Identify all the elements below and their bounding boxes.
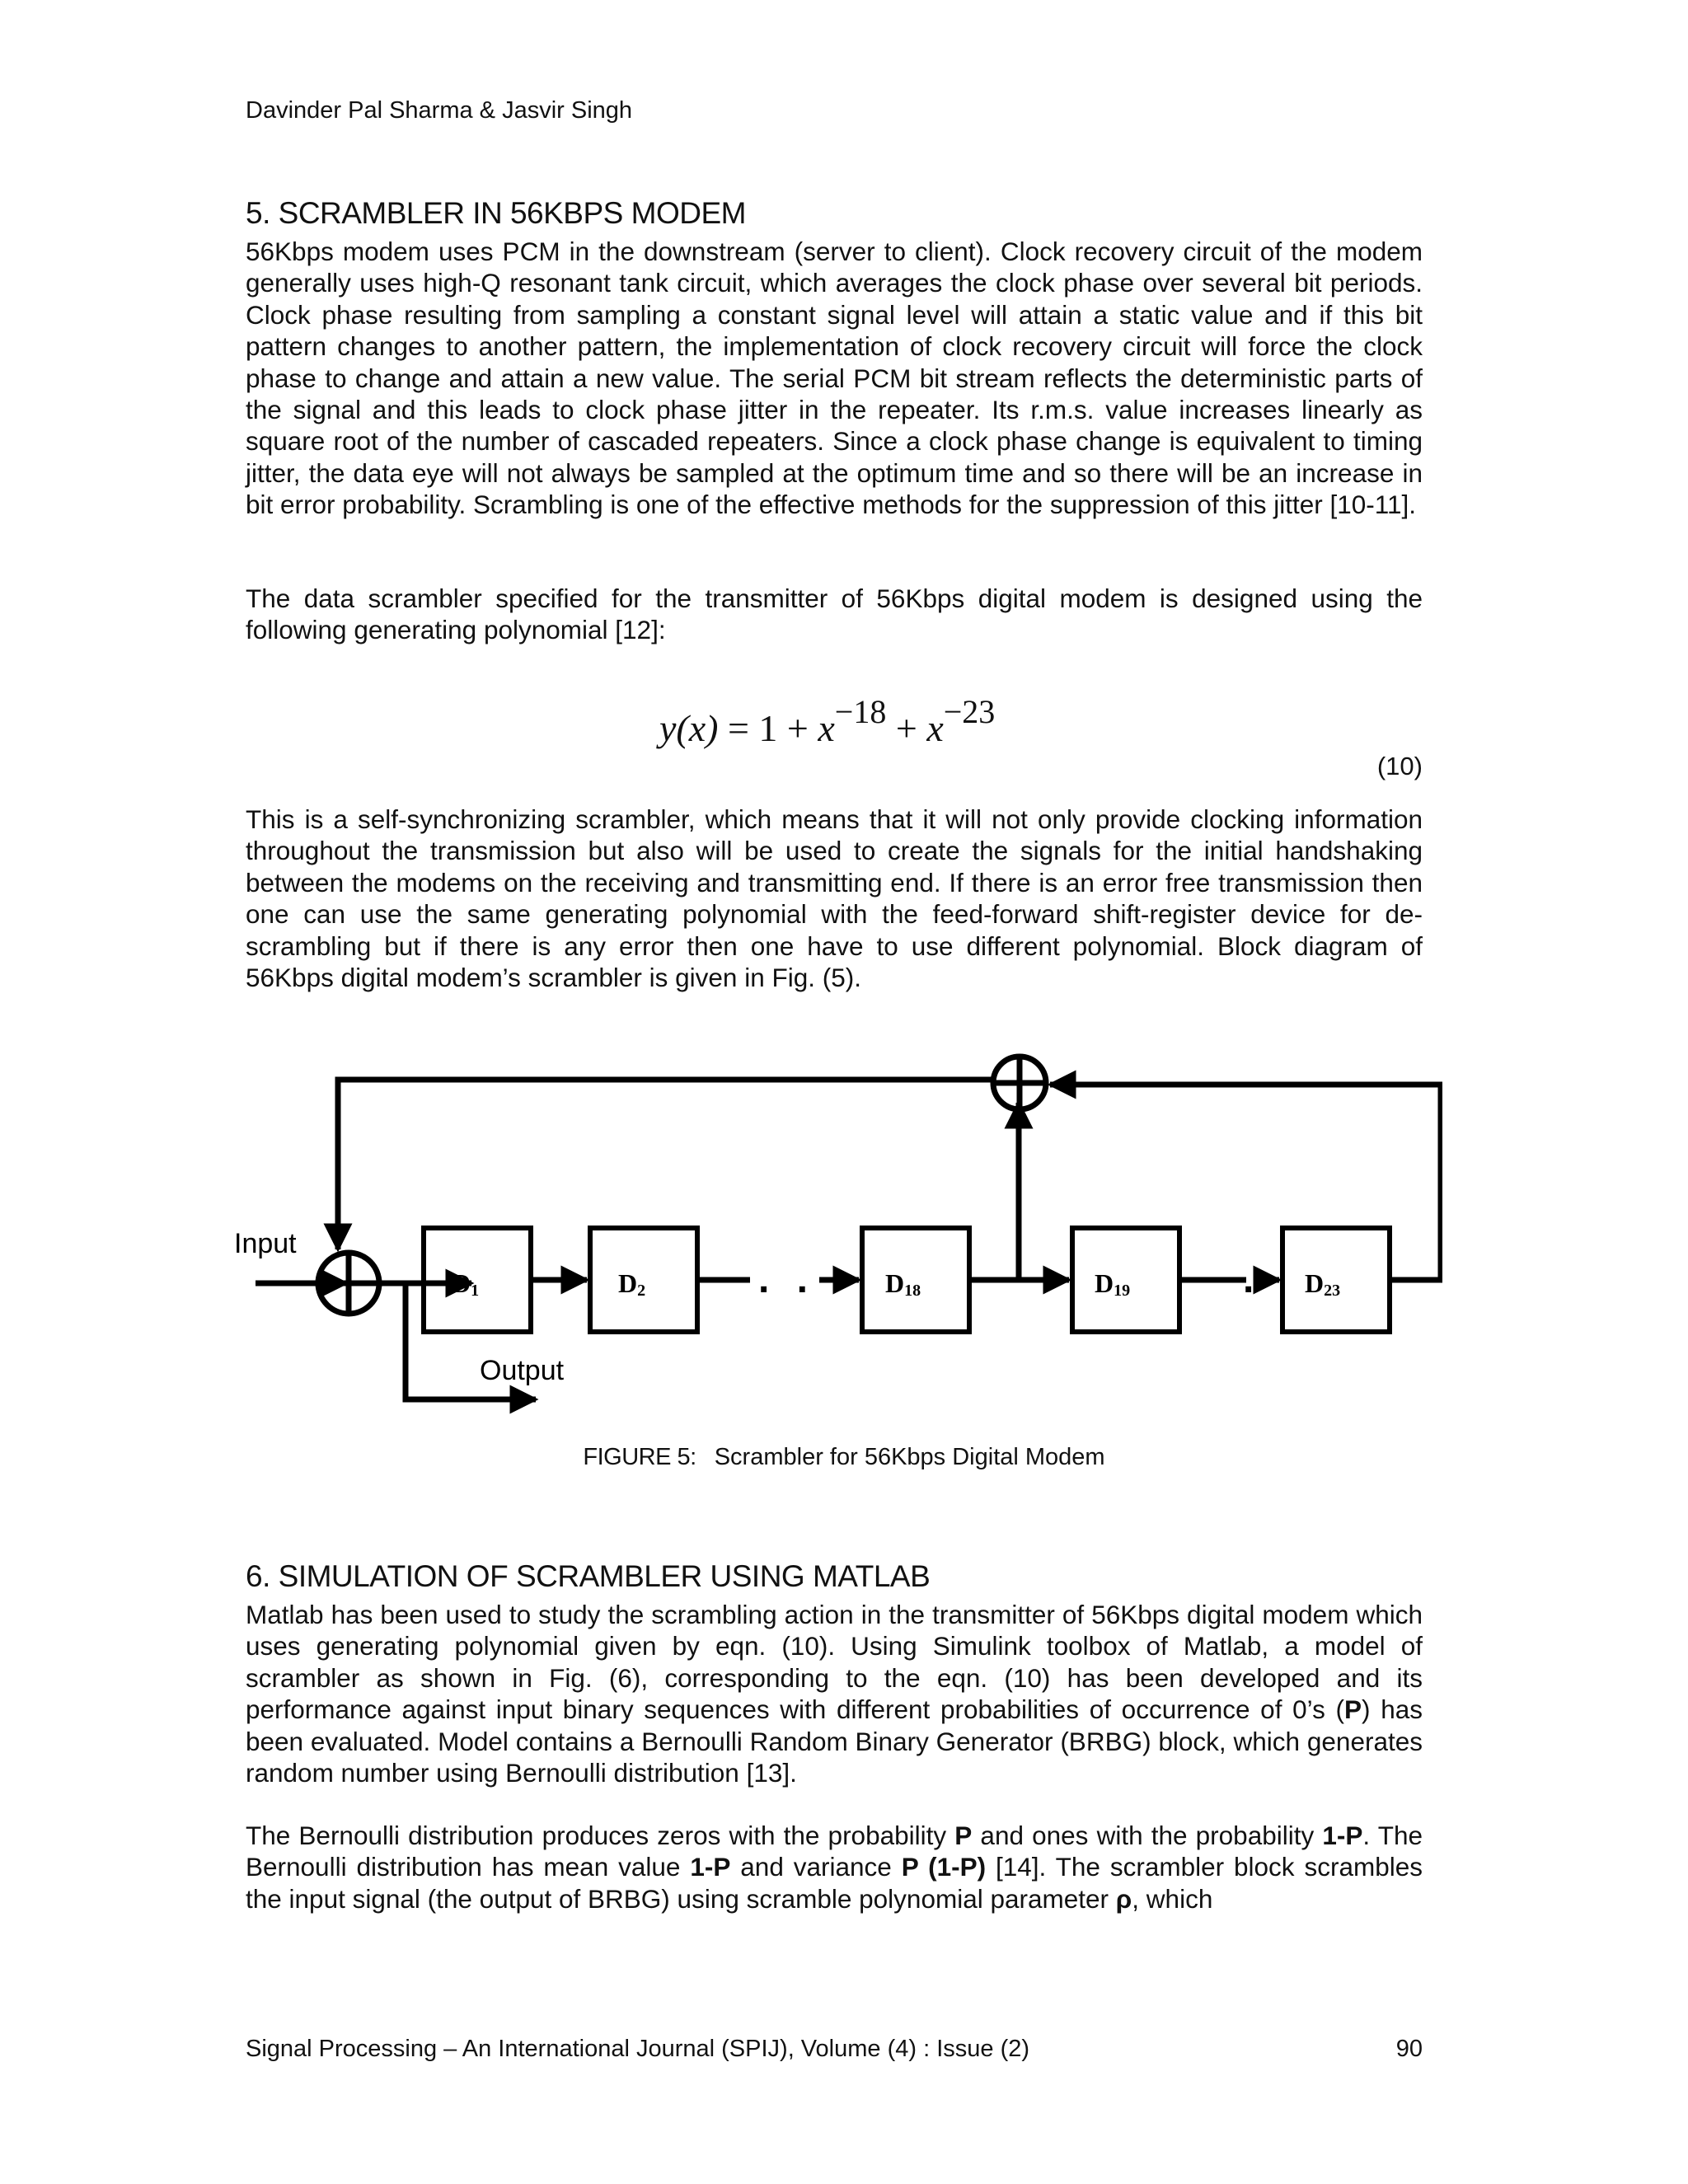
ellipsis-dots-2: . (1243, 1258, 1254, 1301)
section-5-heading: 5. SCRAMBLER IN 56KBPS MODEM (246, 196, 746, 230)
tap-d23-to-adder (1050, 1085, 1441, 1280)
footer-page-number: 90 (1395, 2036, 1423, 2062)
scrambler-block-diagram (223, 1047, 1442, 1418)
block-label-d1: D1 (452, 1268, 480, 1300)
section-6-p2-symbol-p: P (954, 1821, 973, 1850)
running-head: Davinder Pal Sharma & Jasvir Singh (246, 97, 633, 124)
equation-10 (659, 692, 995, 750)
block-label-d19: D19 (1095, 1268, 1131, 1300)
equation-equals: = 1 + (718, 707, 818, 749)
section-6-heading: 6. SIMULATION OF SCRAMBLER USING MATLAB (246, 1559, 931, 1593)
section-6-paragraph-1 (246, 1599, 1423, 1788)
section-6-p2-text-a: The Bernoulli distribution produces zeros with the probability (246, 1821, 955, 1850)
section-6-p1-symbol-p: P (1344, 1694, 1362, 1725)
ellipsis-dots-1: . . (758, 1258, 817, 1301)
block-label-d18: D18 (885, 1268, 921, 1300)
block-label-d23: D23 (1305, 1268, 1341, 1300)
equation-lhs: y(x) (659, 707, 719, 749)
output-label: Output (480, 1355, 565, 1386)
section-6-p2-symbol-mean: 1-P (690, 1852, 731, 1882)
section-6-p1-text-b: ) has been evaluated. Model contains a Bernoulli Random Binary Generator (BRBG) block, which generates random number using Bernoulli distribution [13]. (246, 1694, 1423, 1788)
delay-block-d19 (1072, 1228, 1179, 1332)
block-label-d2: D2 (618, 1268, 646, 1300)
footer-journal: Signal Processing – An International Journal (SPIJ), Volume (4) : Issue (2) (246, 2036, 1030, 2062)
equation-plus: + (886, 707, 927, 749)
section-6-p1-text-a: Matlab has been used to study the scrambling action in the transmitter of 56Kbps digital modem which uses generating polynomial given by eqn. (10). Using Simulink toolbox of Matlab, a model of scrambler as shown in Fig. (6), corresponding to the eqn. (10) has been developed and its performance against input binary sequences with different probabilities of occurrence of 0’s ( (246, 1600, 1423, 1725)
equation-var-2: x (926, 707, 944, 749)
section-6-p2-symbol-1-minus-p: 1-P (1322, 1821, 1363, 1850)
section-6-p2-text-d: and variance (730, 1852, 902, 1882)
section-5-paragraph-1: 56Kbps modem uses PCM in the downstream (server to client). Clock recovery circuit of the modem generally uses high-Q resonant tank circuit, which averages the clock phase over several bit periods. Clock phase resulting from sampling a constant signal level will attain a static value and if this bit pattern changes to another pattern, the implementation of clock recovery circuit will force the clock phase to change and attain a new value. The serial PCM bit stream reflects the deterministic parts of the signal and this leads to clock phase jitter in the repeater. Its r.m.s. value increases linearly as square root of the number of cascaded repeaters. Since a clock phase change is equivalent to timing jitter, the data eye will not always be sampled at the optimum time and so there will be an increase in bit error probability. Scrambling is one of the effective methods for the suppression of this jitter [10-11]. (246, 237, 1423, 520)
figure-5-caption-label: FIGURE 5: (583, 1444, 696, 1470)
figure-5-caption-text: Scrambler for 56Kbps Digital Modem (714, 1444, 1105, 1470)
equation-var-1: x (818, 707, 835, 749)
section-6-p2-symbol-rho: ρ (1115, 1883, 1132, 1914)
input-label: Input (234, 1228, 297, 1259)
delay-block-d2 (590, 1228, 697, 1332)
section-6-p2-text-f: , which (1132, 1883, 1213, 1914)
section-5-paragraph-2: The data scrambler specified for the transmitter of 56Kbps digital modem is designed using the following generating polynomial [12]: (246, 583, 1423, 645)
section-5-paragraph-3: This is a self-synchronizing scrambler, which means that it will not only provide clocking information throughout the transmission but also will be used to create the signals for the initial handshaking between the modems on the receiving and transmitting end. If there is an error free transmission then one can use the same generating polynomial with the feed-forward shift-register device for de-scrambling but if there is any error then one have to use different polynomial. Block diagram of 56Kbps digital modem’s scrambler is given in Fig. (5). (246, 804, 1423, 993)
equation-exponent-1: −18 (834, 693, 887, 730)
delay-block-d23 (1282, 1228, 1390, 1332)
equation-exponent-2: −23 (943, 693, 996, 730)
figure-5-caption (0, 1444, 1688, 1471)
delay-block-d1 (424, 1228, 531, 1332)
section-6-p2-text-e: [14]. The scrambler block scrambles the input signal (the output of BRBG) using scramble polynomial parameter (246, 1852, 1423, 1914)
section-6-p2-symbol-variance: P (1-P) (901, 1852, 987, 1882)
section-6-paragraph-2 (246, 1820, 1423, 1915)
delay-block-d18 (862, 1228, 969, 1332)
equation-number: (10) (1376, 752, 1423, 780)
feedback-line (338, 1080, 993, 1249)
section-6-p2-text-c: . The Bernoulli distribution has mean value (246, 1821, 1423, 1882)
section-6-p2-text-b: and ones with the probability (972, 1821, 1323, 1850)
